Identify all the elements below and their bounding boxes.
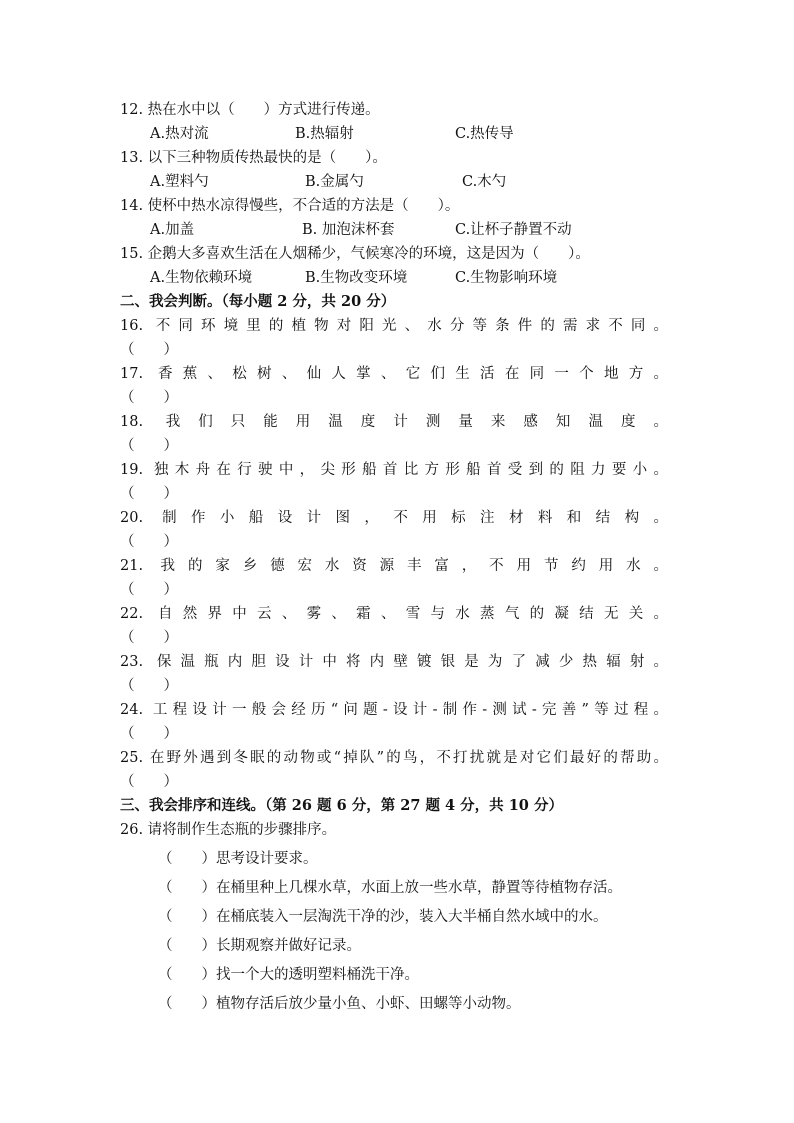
options-14 — [150, 220, 600, 240]
sort-step: （ ）思考设计要求。 — [158, 851, 318, 867]
option-a: A.塑料勺 — [150, 174, 209, 190]
option-b: B.金属勺 — [305, 174, 364, 190]
question-26: 26. 请将制作生态瓶的步骤排序。 — [120, 822, 337, 838]
option-a: A.热对流 — [150, 126, 209, 142]
sort-step: （ ）找一个大的透明塑料桶洗干净。 — [158, 967, 419, 983]
option-b: B. 加泡沫杯套 — [302, 222, 395, 238]
option-c: C.生物影响环境 — [455, 270, 558, 286]
judge-16: 16. 不同环境里的植物对阳光、水分等条件的需求不同。 — [120, 318, 668, 334]
judge-18: 18. 我们只能用温度计测量来感知温度。 — [120, 414, 668, 430]
judge-21: 21. 我的家乡德宏水资源丰富，不用节约用水。 — [120, 558, 668, 574]
answer-paren: （ ） — [120, 678, 178, 694]
judge-23: 23. 保温瓶内胆设计中将内壁镀银是为了减少热辐射。 — [120, 654, 668, 670]
answer-paren: （ ） — [120, 774, 178, 790]
section-3-heading: 三、我会排序和连线。（第 26 题 6 分，第 27 题 4 分，共 10 分） — [120, 797, 563, 814]
answer-paren: （ ） — [120, 438, 178, 454]
option-b: B.生物改变环境 — [305, 270, 408, 286]
judge-22: 22. 自然界中云、雾、霜、雪与水蒸气的凝结无关。 — [120, 606, 668, 622]
question-12: 12. 热在水中以（ ）方式进行传递。 — [120, 102, 380, 118]
question-15: 15. 企鹅大多喜欢生活在人烟稀少，气候寒冷的环境，这是因为（ ）。 — [120, 246, 590, 262]
options-13 — [150, 172, 600, 192]
sort-step: （ ）在桶底装入一层淘洗干净的沙，装入大半桶自然水域中的水。 — [158, 909, 608, 925]
sort-step: （ ）长期观察并做好记录。 — [158, 938, 361, 954]
question-13: 13. 以下三种物质传热最快的是（ ）。 — [120, 150, 387, 166]
section-2-heading: 二、我会判断。（每小题 2 分，共 20 分） — [120, 293, 396, 310]
judge-19: 19. 独木舟在行驶中，尖形船首比方形船首受到的阻力要小。 — [120, 462, 668, 478]
answer-paren: （ ） — [120, 534, 178, 550]
answer-paren: （ ） — [120, 630, 178, 646]
option-c: C.木勺 — [462, 174, 507, 190]
judge-20: 20. 制作小船设计图，不用标注材料和结构。 — [120, 510, 668, 526]
option-a: A.生物依赖环境 — [150, 270, 253, 286]
sort-step: （ ）在桶里种上几棵水草，水面上放一些水草，静置等待植物存活。 — [158, 880, 622, 896]
option-a: A.加盖 — [150, 222, 195, 238]
answer-paren: （ ） — [120, 582, 178, 598]
sort-step: （ ）植物存活后放少量小鱼、小虾、田螺等小动物。 — [158, 996, 521, 1012]
judge-25: 25. 在野外遇到冬眠的动物或“掉队”的鸟，不打扰就是对它们最好的帮助。 — [120, 750, 668, 766]
answer-paren: （ ） — [120, 726, 178, 742]
options-15 — [150, 268, 600, 288]
option-c: C.让杯子静置不动 — [455, 222, 572, 238]
option-c: C.热传导 — [455, 126, 514, 142]
answer-paren: （ ） — [120, 342, 178, 358]
answer-paren: （ ） — [120, 486, 178, 502]
answer-paren: （ ） — [120, 390, 178, 406]
judge-17: 17. 香蕉、松树、仙人掌、它们生活在同一个地方。 — [120, 366, 668, 382]
question-14: 14. 使杯中热水凉得慢些，不合适的方法是（ ）。 — [120, 198, 460, 214]
options-12 — [150, 124, 600, 144]
judge-24: 24. 工程设计一般会经历“问题-设计-制作-测试-完善”等过程。 — [120, 702, 668, 718]
option-b: B.热辐射 — [295, 126, 354, 142]
